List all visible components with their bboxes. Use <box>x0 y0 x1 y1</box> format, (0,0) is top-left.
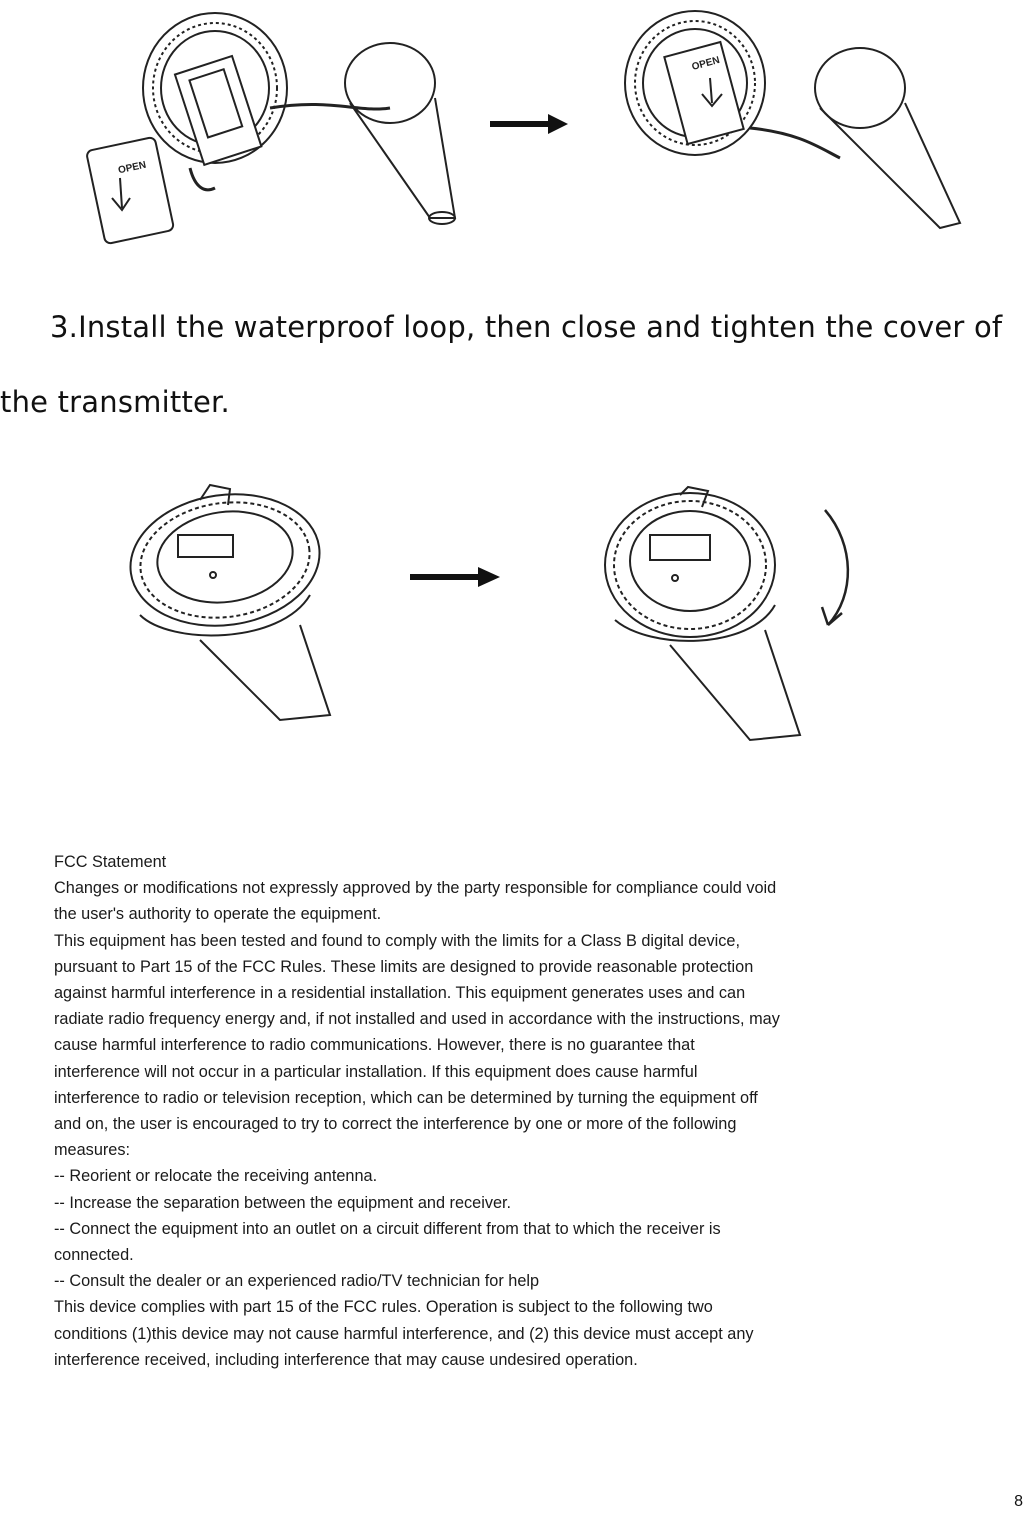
fcc-line: radiate radio frequency energy and, if not installed and used in accordance with the instructions, may <box>54 1010 780 1029</box>
battery-cover-label: OPEN <box>117 159 148 177</box>
fcc-line: This equipment has been tested and found to comply with the limits for a Class B digital device, <box>54 931 740 950</box>
fcc-line: cause harmful interference to radio communications. However, there is no guarantee that <box>54 1036 695 1055</box>
fcc-line: -- Connect the equipment into an outlet on a circuit different from that to which the receiver is <box>54 1219 721 1238</box>
fcc-line: Changes or modifications not expressly approved by the party responsible for compliance could void <box>54 879 777 898</box>
fcc-line: connected. <box>54 1246 134 1265</box>
fcc-line: -- Reorient or relocate the receiving antenna. <box>54 1167 378 1186</box>
step-3-instruction <box>0 290 1029 440</box>
step-3-line-1: 3.Install the waterproof loop, then close and tighten the cover of <box>50 310 1003 344</box>
battery-label: OPEN <box>690 54 721 73</box>
fcc-line: and on, the user is encouraged to try to correct the interference by one or more of the following <box>54 1115 737 1134</box>
fcc-line: -- Increase the separation between the equipment and receiver. <box>54 1193 512 1212</box>
battery-install-illustration <box>60 8 980 248</box>
fcc-line: interference to radio or television reception, which can be determined by turning the equipment off <box>54 1088 758 1107</box>
fcc-line: interference received, including interference that may cause undesired operation. <box>54 1350 638 1369</box>
fcc-line: the user's authority to operate the equipment. <box>54 905 382 924</box>
step-3-line-2: the transmitter. <box>0 385 230 419</box>
fcc-statement <box>54 849 1004 1373</box>
fcc-line: pursuant to Part 15 of the FCC Rules. These limits are designed to provide reasonable protection <box>54 957 754 976</box>
fcc-line: conditions (1)this device may not cause harmful interference, and (2) this device must accept any <box>54 1324 754 1343</box>
fcc-line: against harmful interference in a residential installation. This equipment generates uses and can <box>54 984 746 1003</box>
fcc-title: FCC Statement <box>54 853 167 871</box>
page-number: 8 <box>1014 1493 1023 1510</box>
fcc-line: -- Consult the dealer or an experienced radio/TV technician for help <box>54 1272 540 1291</box>
fcc-line: measures: <box>54 1141 131 1160</box>
arrow-right-icon <box>410 567 500 587</box>
fcc-line: interference will not occur in a particular installation. If this equipment does cause harmful <box>54 1062 698 1081</box>
fcc-line: This device complies with part 15 of the FCC rules. Operation is subject to the following two <box>54 1298 713 1317</box>
arrow-right-icon <box>490 114 568 134</box>
close-cover-illustration <box>110 475 870 755</box>
